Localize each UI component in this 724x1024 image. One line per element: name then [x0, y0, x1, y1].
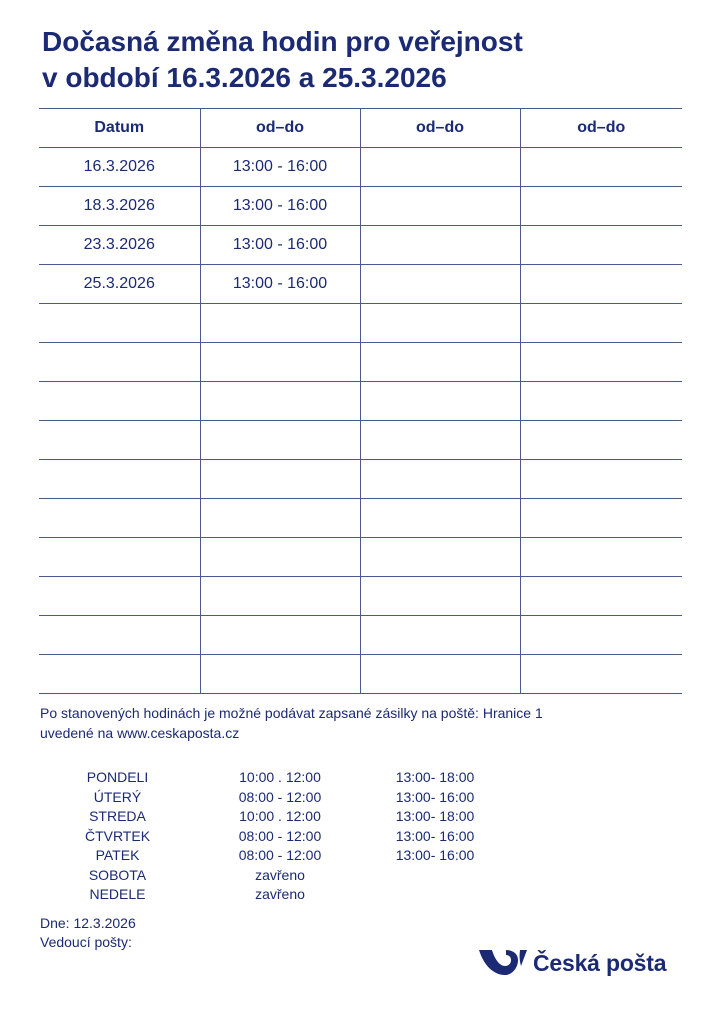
weekly-hours-row: [40, 788, 505, 808]
title-line-2: v období 16.3.2026 a 25.3.2026: [42, 62, 447, 93]
table-row: [39, 343, 682, 382]
date-cell: [39, 460, 200, 499]
time-range-cell: [200, 577, 360, 616]
date-cell: [39, 499, 200, 538]
table-row: [39, 148, 682, 187]
time-range-cell: [200, 616, 360, 655]
table-body: [39, 148, 682, 694]
weekday-label: NEDELE: [89, 886, 146, 902]
weekday-label: ČTVRTEK: [84, 827, 151, 844]
date-cell: 25.3.2026: [39, 265, 200, 304]
table-row: [39, 655, 682, 694]
ceska-posta-logo: [478, 946, 666, 980]
time-range-cell: [360, 577, 520, 616]
weekly-hours: [40, 768, 505, 905]
time-range-cell: [520, 577, 682, 616]
date-cell: [39, 616, 200, 655]
time-range-cell: [520, 148, 682, 187]
morning-hours: 08:00 - 12:00: [238, 827, 322, 844]
date-cell: 16.3.2026: [39, 148, 200, 187]
date-cell: 23.3.2026: [39, 226, 200, 265]
afternoon-hours: 13:00- 18:00: [395, 808, 475, 824]
morning-hours: zavřeno: [255, 886, 305, 902]
time-range-cell: [200, 499, 360, 538]
weekday-label: PATEK: [95, 847, 140, 863]
column-header-from-to: od–do: [200, 109, 360, 148]
time-range-cell: [520, 460, 682, 499]
time-range-cell: [360, 187, 520, 226]
morning-hours: zavřeno: [255, 866, 305, 883]
column-header-from-to: od–do: [360, 109, 520, 148]
time-range-cell: [200, 304, 360, 343]
time-range-cell: [360, 616, 520, 655]
time-range-cell: [360, 343, 520, 382]
post-horn-icon: [478, 948, 528, 978]
table-header-row: [39, 109, 682, 148]
date-cell: [39, 655, 200, 694]
time-range-cell: [360, 499, 520, 538]
footer: [40, 914, 136, 952]
weekday-label: SOBOTA: [88, 866, 147, 883]
date-cell: [39, 304, 200, 343]
table-row: [39, 616, 682, 655]
hours-table: [39, 108, 682, 694]
time-range-cell: [520, 382, 682, 421]
time-range-cell: [360, 148, 520, 187]
afternoon-hours: 13:00- 16:00: [395, 827, 475, 844]
weekday-label: PONDELI: [86, 769, 149, 785]
time-range-cell: 13:00 - 16:00: [200, 187, 360, 226]
time-range-cell: [360, 304, 520, 343]
weekday-label: STREDA: [89, 808, 146, 824]
date-cell: 18.3.2026: [39, 187, 200, 226]
time-range-cell: [200, 382, 360, 421]
time-range-cell: [520, 616, 682, 655]
time-range-cell: [360, 421, 520, 460]
time-range-cell: [360, 265, 520, 304]
date-cell: [39, 343, 200, 382]
time-range-cell: [520, 304, 682, 343]
date-cell: [39, 538, 200, 577]
time-range-cell: [520, 499, 682, 538]
weekly-hours-row: [40, 827, 505, 847]
weekly-hours-row: [40, 866, 505, 886]
weekly-hours-row: [40, 807, 505, 827]
time-range-cell: [520, 343, 682, 382]
table-row: [39, 382, 682, 421]
time-range-cell: 13:00 - 16:00: [200, 226, 360, 265]
table-row: [39, 538, 682, 577]
morning-hours: 08:00 - 12:00: [238, 847, 322, 863]
weekly-hours-row: [40, 768, 505, 788]
morning-hours: 08:00 - 12:00: [238, 788, 322, 805]
time-range-cell: 13:00 - 16:00: [200, 148, 360, 187]
footer-date: Dne: 12.3.2026: [40, 915, 136, 931]
weekly-hours-row: [40, 885, 505, 905]
date-cell: [39, 577, 200, 616]
time-range-cell: [520, 265, 682, 304]
time-range-cell: [200, 538, 360, 577]
afternoon-hours: [365, 866, 505, 886]
column-header-from-to: od–do: [520, 109, 682, 148]
time-range-cell: [520, 538, 682, 577]
time-range-cell: 13:00 - 16:00: [200, 265, 360, 304]
time-range-cell: [360, 226, 520, 265]
time-range-cell: [520, 655, 682, 694]
weekly-hours-row: [40, 846, 505, 866]
afternoon-hours: 13:00- 16:00: [395, 847, 475, 863]
column-header-date: Datum: [39, 109, 200, 148]
date-cell: [39, 382, 200, 421]
time-range-cell: [200, 460, 360, 499]
note-text: [40, 703, 543, 743]
footer-manager: Vedoucí pošty:: [40, 934, 132, 950]
time-range-cell: [360, 460, 520, 499]
time-range-cell: [520, 226, 682, 265]
time-range-cell: [520, 187, 682, 226]
time-range-cell: [360, 655, 520, 694]
table-row: [39, 460, 682, 499]
table-row: [39, 499, 682, 538]
logo-text: Česká pošta: [533, 949, 667, 976]
table-row: [39, 421, 682, 460]
note-line-1: Po stanovených hodinách je možné podávat zapsané zásilky na poště: Hranice 1: [40, 705, 543, 721]
time-range-cell: [520, 421, 682, 460]
morning-hours: 10:00 . 12:00: [239, 808, 321, 824]
table-row: [39, 226, 682, 265]
table-row: [39, 304, 682, 343]
date-cell: [39, 421, 200, 460]
time-range-cell: [360, 538, 520, 577]
time-range-cell: [200, 421, 360, 460]
page-title: [42, 24, 523, 96]
title-line-1: Dočasná změna hodin pro veřejnost: [42, 26, 523, 57]
weekday-label: ÚTERÝ: [93, 788, 142, 805]
note-line-2: uvedené na www.ceskaposta.cz: [40, 725, 240, 741]
afternoon-hours: 13:00- 18:00: [395, 769, 475, 785]
table-row: [39, 265, 682, 304]
time-range-cell: [200, 343, 360, 382]
table-row: [39, 577, 682, 616]
time-range-cell: [200, 655, 360, 694]
afternoon-hours: [365, 885, 505, 905]
time-range-cell: [360, 382, 520, 421]
afternoon-hours: 13:00- 16:00: [395, 788, 475, 805]
morning-hours: 10:00 . 12:00: [239, 769, 321, 785]
table-row: [39, 187, 682, 226]
